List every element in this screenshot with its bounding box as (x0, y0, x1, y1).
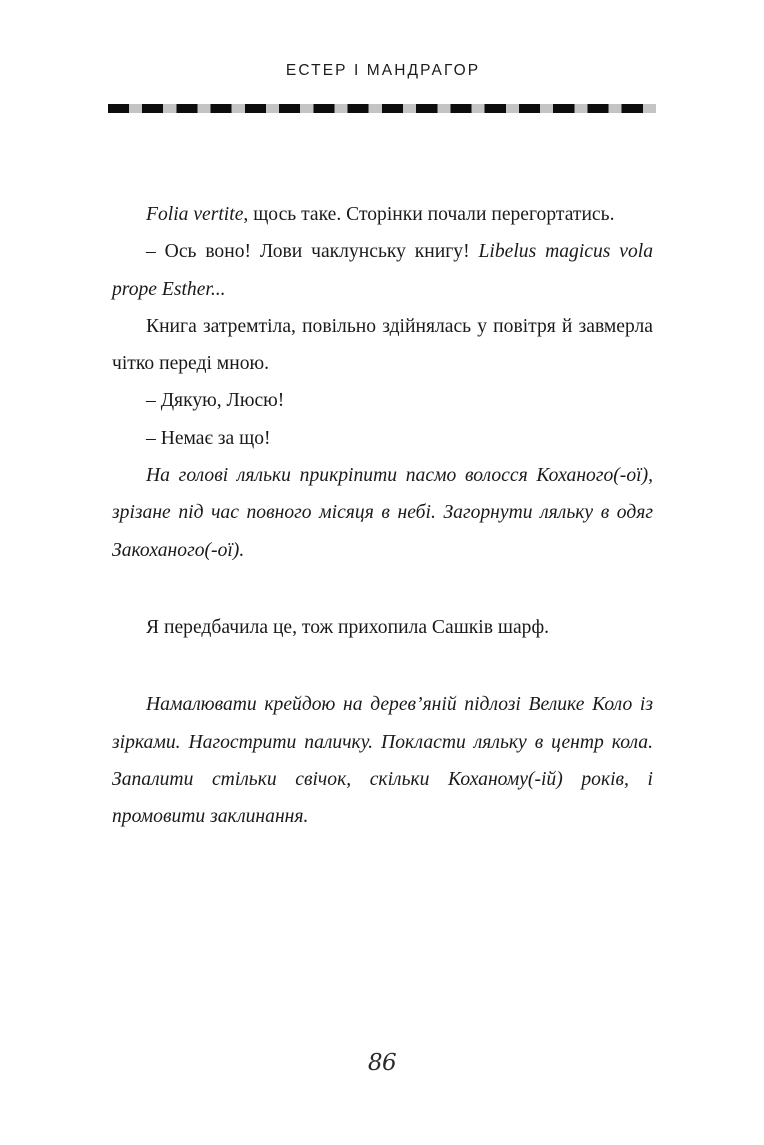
latin-phrase-libelus-magicus: Libelus magicus vola prope Esther... (112, 241, 653, 300)
paragraph-ya-peredbachyla: Я передбачила це, тож прихопила Сашків шарф. (146, 616, 550, 638)
running-head: ЕСТЕР І МАНДРАГОР (285, 62, 481, 79)
page-number: 86 (367, 1050, 397, 1076)
dialogue-line-diakuiu: – Дякую, Люсю! (146, 390, 285, 412)
spell-instruction-block-1: На голові ляльки прикріпити пасмо волосся Коханого(-ої), зрізане під час повного місяця в небі. Загорнути ляльку в одяг Закоханого(-ої). (112, 465, 653, 561)
dialogue-line-nemaie-za-shcho: – Немає за що! (146, 427, 271, 449)
paragraph-folia-vertite-text: , щось таке. Сторінки почали перегортатись. (243, 204, 615, 225)
latin-phrase-folia-vertite: Folia vertite (146, 204, 244, 225)
spacer-before-spell-2 (112, 646, 653, 686)
paragraph-folia-vertite (112, 196, 653, 233)
paragraph-os-vono-roman: – Ось воно! Лови чаклунську книгу! (146, 241, 479, 263)
text-column (112, 196, 653, 835)
paragraph-os-vono (112, 233, 653, 308)
spacer-after-spell-1 (112, 569, 653, 609)
dashed-ornament-rule (108, 104, 656, 113)
spell-instruction-block-2: Намалювати крейдою на дерев’яній підлозі Велике Коло із зірками. Нагострити паличку. Покласти ляльку в центр кола. Запалити стільки свічок, скільки Коханому(-ій) років, і промовити заклинання. (112, 694, 653, 828)
paragraph-kniha-zatremtila: Книга затремтіла, повільно здійнялась у повітря й завмерла чітко переді мною. (112, 315, 653, 375)
